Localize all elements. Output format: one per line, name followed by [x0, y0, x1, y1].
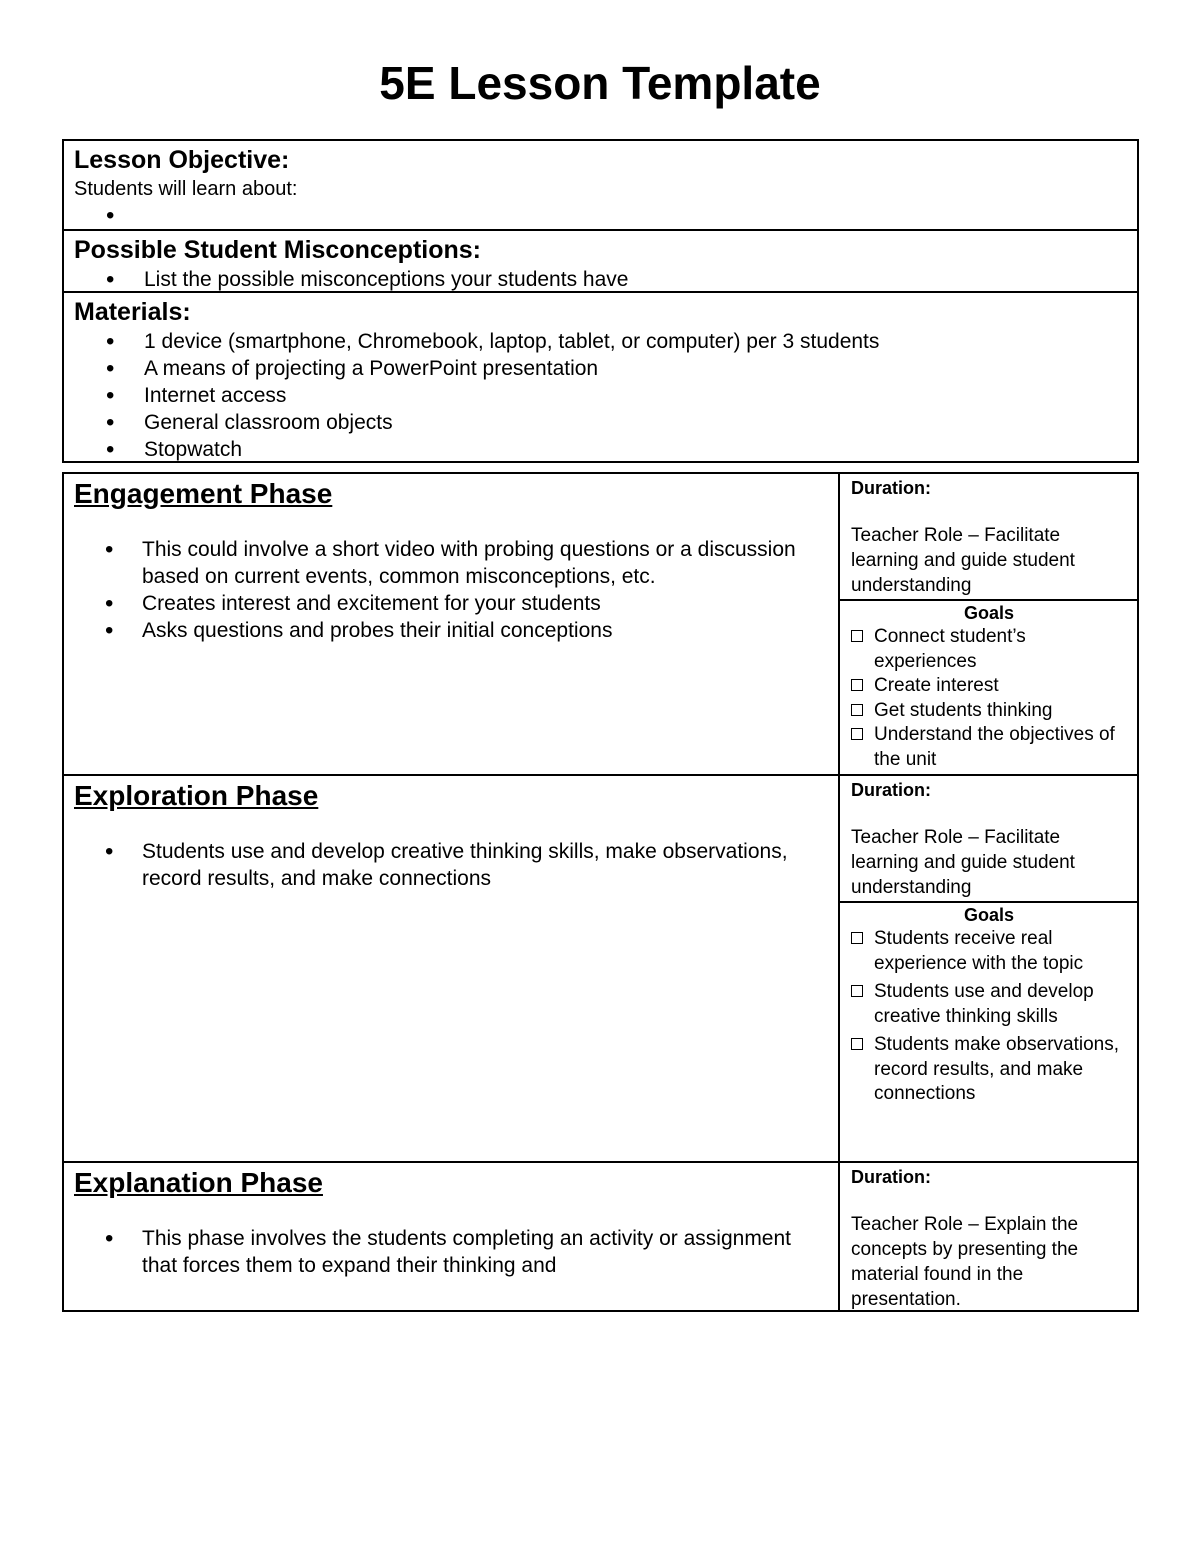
checkbox-icon	[851, 1038, 863, 1050]
engagement-phase-row	[64, 474, 1137, 776]
list-item: • General classroom objects	[144, 409, 1127, 436]
list-item: • Stopwatch	[144, 436, 1127, 463]
misconceptions-section	[64, 231, 1137, 293]
phase-bullets	[74, 838, 828, 892]
materials-list	[74, 328, 1127, 463]
phase-bullets	[74, 536, 828, 644]
objective-text: Students will learn about:	[74, 178, 298, 200]
phase-title: Exploration Phase	[74, 780, 319, 811]
checkbox-icon	[851, 704, 863, 716]
checkbox-icon	[851, 932, 863, 944]
goal-item: Students receive real experience with the topic	[851, 927, 1127, 976]
duration-label: Duration:	[851, 478, 931, 498]
duration-cell	[840, 776, 1137, 901]
exploration-phase-description	[64, 776, 840, 1161]
phase-bullets	[74, 1225, 828, 1279]
checkbox-icon	[851, 630, 863, 642]
objective-heading: Lesson Objective:	[74, 146, 290, 174]
teacher-role: Teacher Role – Explain the concepts by presenting the material found in the presentation.	[851, 1214, 1079, 1310]
goal-item: Students make observations, record results, and make connections	[851, 1033, 1127, 1107]
teacher-role: Teacher Role – Facilitate learning and guide student understanding	[851, 827, 1075, 898]
explanation-phase-row	[64, 1163, 1137, 1310]
phase-title: Engagement Phase	[74, 478, 333, 509]
duration-cell	[840, 474, 1137, 599]
phases-table	[62, 472, 1139, 1312]
exploration-phase-sidebar	[840, 776, 1137, 1161]
goal-item: Understand the objectives of the unit	[851, 723, 1127, 772]
checkbox-icon	[851, 985, 863, 997]
duration-label: Duration:	[851, 780, 931, 800]
list-item: • Students use and develop creative thinking skills, make observations, record results, and make connections	[142, 838, 828, 892]
list-item: • This could involve a short video with probing questions or a discussion based on current events, common misconceptions, etc.	[142, 536, 828, 590]
misconceptions-heading: Possible Student Misconceptions:	[74, 236, 481, 264]
checkbox-icon	[851, 728, 863, 740]
teacher-role: Teacher Role – Facilitate learning and guide student understanding	[851, 525, 1075, 596]
engagement-phase-sidebar	[840, 474, 1137, 774]
goal-item: Create interest	[851, 674, 1127, 699]
list-item: • Creates interest and excitement for your students	[142, 590, 828, 617]
goals-heading: Goals	[963, 603, 1015, 623]
explanation-phase-sidebar	[840, 1163, 1137, 1310]
explanation-phase-description	[64, 1163, 840, 1310]
goal-item: Students use and develop creative thinking skills	[851, 980, 1127, 1029]
list-item: • 1 device (smartphone, Chromebook, laptop, tablet, or computer) per 3 students	[144, 328, 1127, 355]
list-item: • Asks questions and probes their initial conceptions	[142, 617, 828, 644]
lesson-info-table	[62, 139, 1139, 463]
goals-cell	[840, 599, 1137, 774]
misconceptions-list	[74, 266, 1127, 293]
checkbox-icon	[851, 679, 863, 691]
materials-heading: Materials:	[74, 298, 191, 326]
list-item: • A means of projecting a PowerPoint presentation	[144, 355, 1127, 382]
list-item: • This phase involves the students completing an activity or assignment that forces them to expand their thinking and	[142, 1225, 828, 1279]
goals-cell	[840, 901, 1137, 1161]
goal-item: Get students thinking	[851, 699, 1127, 724]
page-title: 5E Lesson Template	[379, 57, 821, 109]
goal-item: Connect student’s experiences	[851, 625, 1127, 674]
goals-heading: Goals	[963, 905, 1015, 925]
objective-section	[64, 141, 1137, 231]
duration-cell	[840, 1163, 1137, 1312]
duration-label: Duration:	[851, 1167, 931, 1187]
materials-section	[64, 293, 1137, 463]
list-item: • List the possible misconceptions your students have	[144, 266, 1127, 293]
phase-title: Explanation Phase	[74, 1167, 323, 1198]
list-item: • Internet access	[144, 382, 1127, 409]
engagement-phase-description	[64, 474, 840, 774]
exploration-phase-row	[64, 776, 1137, 1163]
